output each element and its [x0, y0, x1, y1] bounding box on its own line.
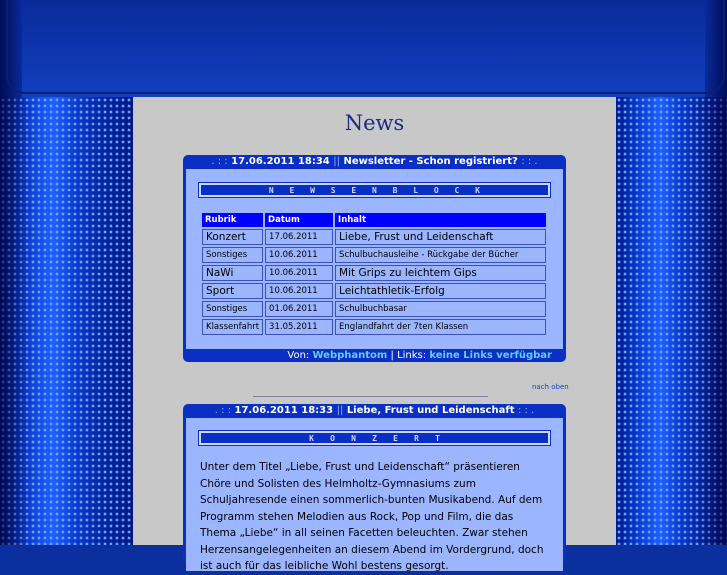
block-title-letter: K — [475, 185, 480, 195]
block-title-letter: N — [351, 433, 356, 443]
table-cell-datum: 01.06.2011 — [265, 301, 333, 317]
news-box — [183, 155, 566, 362]
block-title-letter: N — [268, 185, 274, 195]
main-content — [133, 97, 616, 572]
table-cell-datum: 10.06.2011 — [265, 247, 333, 263]
news-box-title[interactable]: Newsletter - Schon registriert? — [343, 156, 518, 167]
page-title: News — [344, 111, 405, 135]
block-title-letter: T — [435, 433, 440, 443]
column-header-datum: Datum — [265, 213, 333, 227]
separator-line — [253, 396, 488, 397]
table-cell-inhalt[interactable]: Liebe, Frust und Leidenschaft — [335, 229, 546, 245]
block-title-letter: N — [372, 185, 377, 195]
concert-box-title[interactable]: Liebe, Frust und Leidenschaft — [346, 405, 515, 416]
block-title-letter: O — [433, 185, 439, 195]
block-title-letter: E — [393, 433, 398, 443]
concert-box-date: 17.06.2011 18:33 — [234, 405, 334, 416]
news-block-title — [199, 183, 550, 197]
table-row — [202, 319, 546, 335]
table-cell-inhalt[interactable]: Englandfahrt der 7ten Klassen — [335, 319, 546, 335]
table-cell-datum: 10.06.2011 — [265, 283, 333, 299]
news-box-header: . : : 17.06.2011 18:34 || Newsletter - Schon registriert? : : . — [211, 156, 538, 167]
table-cell-rubrik: NaWi — [202, 265, 263, 281]
column-header-inhalt: Inhalt — [335, 213, 546, 227]
table-row — [202, 283, 546, 299]
author-link[interactable]: Webphantom — [312, 350, 388, 361]
table-cell-inhalt[interactable]: Leichtathletik-Erfolg — [335, 283, 546, 299]
news-box-footer: Von: Webphantom | Links: keine Links verfügbar — [287, 350, 552, 361]
nach-oben-link[interactable]: nach oben — [532, 383, 569, 391]
links-value: keine Links verfügbar — [429, 350, 552, 361]
concert-box-header: . : : 17.06.2011 18:33 || Liebe, Frust und Leidenschaft : : . — [214, 405, 535, 416]
block-title-letter: L — [413, 185, 419, 195]
table-cell-datum: 31.05.2011 — [265, 319, 333, 335]
table-cell-rubrik: Klassenfahrt — [202, 319, 263, 335]
news-table — [200, 211, 548, 337]
table-cell-rubrik: Sonstiges — [202, 301, 263, 317]
left-side-panel — [0, 97, 133, 545]
block-title-letter: E — [351, 185, 357, 195]
block-title-letter: R — [414, 433, 419, 443]
block-title-letter: C — [454, 185, 460, 195]
block-title-letter: K — [309, 433, 314, 443]
table-row — [202, 301, 546, 317]
concert-box-body — [186, 418, 563, 571]
table-cell-inhalt[interactable]: Mit Grips zu leichtem Gips — [335, 265, 546, 281]
block-title-letter: B — [392, 185, 398, 195]
right-side-panel — [616, 97, 727, 545]
table-cell-inhalt[interactable]: Schulbuchbasar — [335, 301, 546, 317]
table-cell-inhalt[interactable]: Schulbuchausleihe - Rückgabe der Bücher — [335, 247, 546, 263]
table-cell-rubrik: Sonstiges — [202, 247, 263, 263]
block-title-letter: Z — [372, 433, 377, 443]
column-header-rubrik: Rubrik — [202, 213, 263, 227]
news-box-body — [186, 169, 563, 349]
table-cell-rubrik: Sport — [202, 283, 263, 299]
header-border — [6, 0, 725, 94]
block-title-letter: E — [289, 185, 295, 195]
concert-block-title — [199, 431, 550, 445]
block-title-letter: W — [310, 185, 315, 195]
concert-article-text: Unter dem Titel „Liebe, Frust und Leidenschaft“ präsentieren Chöre und Solisten des Helmholtz-Gymnasiums zum Schuljahresende einen sommerlich-bunten Musikabend. Auf dem Programm stehen Melodien aus Rock, Pop und Film, die das Thema „Liebe“ in all seinen Facetten beleuchten. Zwar stehen Herzensangelegenheiten an diesem Abend im Vordergrund, doch ist auch für das leibliche Wohl bestens gesorgt. — [200, 461, 544, 572]
concert-box — [183, 404, 566, 572]
table-row — [202, 229, 546, 245]
table-cell-rubrik: Konzert — [202, 229, 263, 245]
block-title-letter: S — [330, 185, 336, 195]
table-cell-datum: 17.06.2011 — [265, 229, 333, 245]
table-cell-datum: 10.06.2011 — [265, 265, 333, 281]
news-box-date: 17.06.2011 18:34 — [231, 156, 330, 167]
page-header — [0, 0, 727, 97]
table-row — [202, 265, 546, 281]
block-title-letter: O — [330, 433, 335, 443]
table-row — [202, 247, 546, 263]
